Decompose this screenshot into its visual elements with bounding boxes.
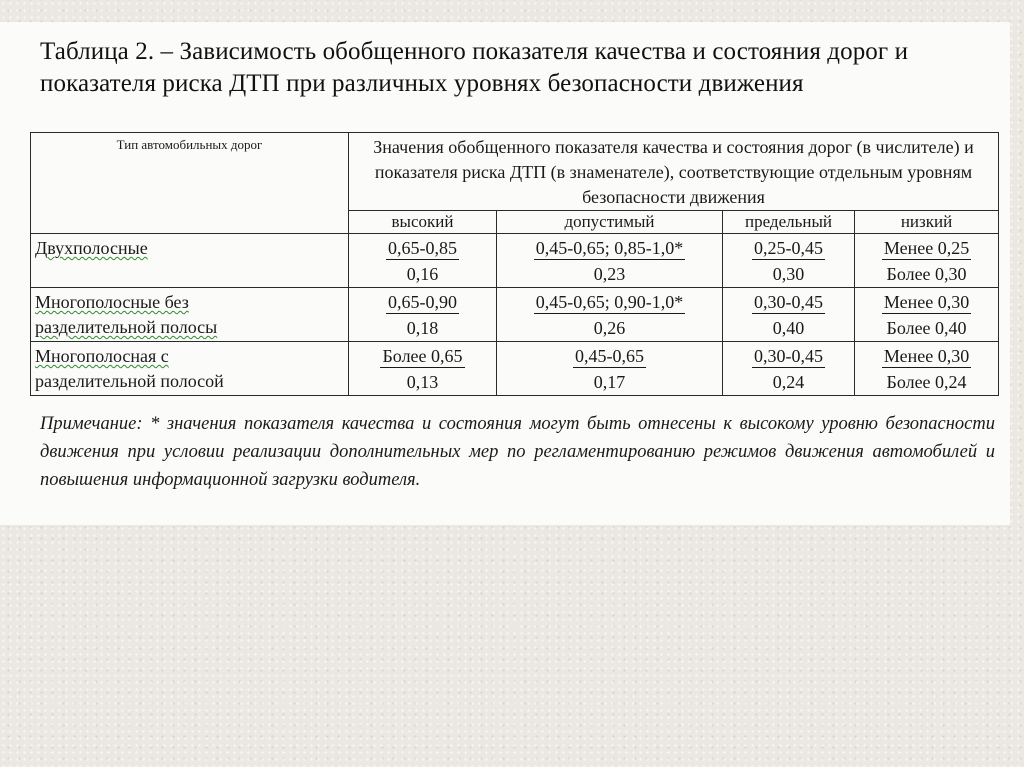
value-cell bbox=[723, 342, 855, 396]
level-limit: предельный bbox=[723, 211, 855, 234]
footnote-text: * значения показателя качества и состояния могут быть отнесены к высокому уровню безопасности движения при условии реализации дополнительных мер по регламентированию режимов движения автомобилей и повышения информационной загрузки водителя. bbox=[40, 414, 996, 490]
numerator: 0,45-0,65 bbox=[575, 346, 644, 366]
denominator: Более 0,30 bbox=[886, 264, 967, 284]
value-cell bbox=[349, 288, 497, 342]
value-cell bbox=[855, 288, 999, 342]
road-type-line1: Многополосные без bbox=[35, 292, 189, 312]
table-row bbox=[31, 234, 999, 288]
road-type-cell bbox=[31, 234, 349, 288]
footnote-label: Примечание: bbox=[40, 414, 143, 434]
numerator: 0,65-0,85 bbox=[388, 238, 457, 258]
denominator: 0,26 bbox=[593, 318, 626, 338]
numerator: 0,25-0,45 bbox=[754, 238, 823, 258]
denominator: Более 0,24 bbox=[886, 372, 967, 392]
table-header-row bbox=[31, 133, 999, 211]
footnote bbox=[40, 410, 995, 494]
denominator: 0,30 bbox=[772, 264, 805, 284]
numerator: Менее 0,30 bbox=[883, 346, 970, 366]
denominator: 0,23 bbox=[593, 264, 626, 284]
slide-title: Таблица 2. – Зависимость обобщенного показателя качества и состояния дорог и показателя риска ДТП при различных уровнях безопасности движения bbox=[40, 38, 909, 97]
table-row bbox=[31, 288, 999, 342]
road-type-cell bbox=[31, 342, 349, 396]
numerator: 0,45-0,65; 0,85-1,0* bbox=[535, 238, 684, 258]
level-high: высокий bbox=[349, 211, 497, 234]
slide bbox=[0, 22, 1010, 525]
level-low: низкий bbox=[855, 211, 999, 234]
numerator: Менее 0,30 bbox=[883, 292, 970, 312]
value-cell bbox=[723, 288, 855, 342]
numerator: Более 0,65 bbox=[382, 346, 463, 366]
value-cell bbox=[349, 234, 497, 288]
values-header: Значения обобщенного показателя качества и состояния дорог (в числителе) и показателя риска ДТП (в знаменателе), соответствующие отдельным уровням безопасности движения bbox=[349, 133, 999, 211]
numerator: 0,65-0,90 bbox=[388, 292, 457, 312]
denominator: 0,17 bbox=[593, 372, 626, 392]
value-cell bbox=[855, 234, 999, 288]
road-type-line1: Многополосная с bbox=[35, 346, 169, 366]
road-type-line2: разделительной полосы bbox=[35, 317, 218, 337]
value-cell bbox=[497, 342, 723, 396]
roads-table bbox=[30, 132, 999, 396]
denominator: 0,18 bbox=[406, 318, 439, 338]
value-cell bbox=[855, 342, 999, 396]
numerator: Менее 0,25 bbox=[883, 238, 970, 258]
denominator: Более 0,40 bbox=[886, 318, 967, 338]
denominator: 0,16 bbox=[406, 264, 439, 284]
denominator: 0,24 bbox=[772, 372, 805, 392]
table-row bbox=[31, 342, 999, 396]
value-cell bbox=[497, 234, 723, 288]
numerator: 0,45-0,65; 0,90-1,0* bbox=[535, 292, 684, 312]
numerator: 0,30-0,45 bbox=[754, 292, 823, 312]
level-acceptable: допустимый bbox=[497, 211, 723, 234]
denominator: 0,40 bbox=[772, 318, 805, 338]
road-type-line2: разделительной полосой bbox=[35, 371, 224, 391]
denominator: 0,13 bbox=[406, 372, 439, 392]
road-type-cell bbox=[31, 288, 349, 342]
value-cell bbox=[349, 342, 497, 396]
road-type-header: Тип автомобильных дорог bbox=[31, 133, 349, 234]
road-type-line1: Двухполосные bbox=[35, 238, 148, 258]
value-cell bbox=[723, 234, 855, 288]
numerator: 0,30-0,45 bbox=[754, 346, 823, 366]
value-cell bbox=[497, 288, 723, 342]
